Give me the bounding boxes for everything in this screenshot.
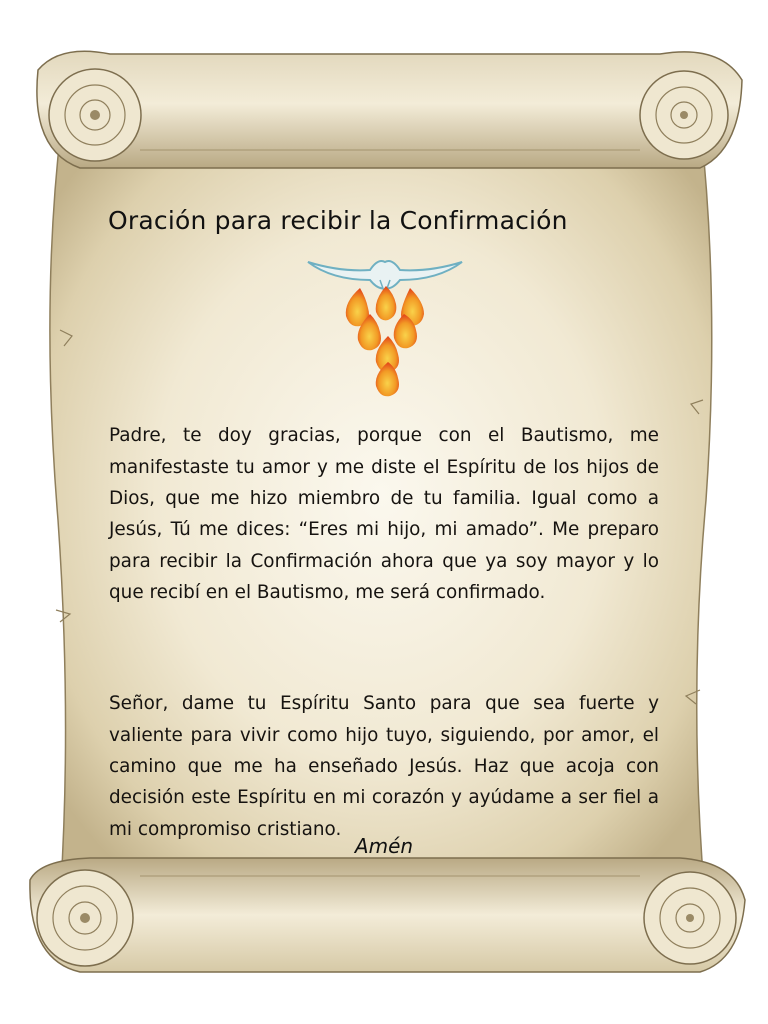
dove-with-flames-icon xyxy=(300,250,470,400)
prayer-title: Oración para recibir la Confirmación xyxy=(108,206,568,235)
prayer-paragraph: Padre, te doy gracias, porque con el Bautismo, me manifestaste tu amor y me diste el Espíritu de los hijos de Dios, que me hizo miembro de tu familia. Igual como a Jesús, Tú me dices: “Eres mi hijo, mi amado”. Me preparo para recibir la Confirmación ahora que ya soy mayor y lo que recibí en el Bautismo, me será confirmado. xyxy=(109,425,659,603)
flame-drops xyxy=(346,286,424,396)
prayer-closing: Amén xyxy=(354,834,414,858)
prayer-paragraph: Señor, dame tu Espíritu Santo para que sea fuerte y valiente para vivir como hijo tuyo, siguiendo, por amor, el camino que me ha enseñado Jesús. Haz que acoja con decisión este Espíritu en mi corazón y ayúdame a ser fiel a mi compromiso cristiano. xyxy=(109,693,659,840)
flame-icon xyxy=(376,286,397,320)
